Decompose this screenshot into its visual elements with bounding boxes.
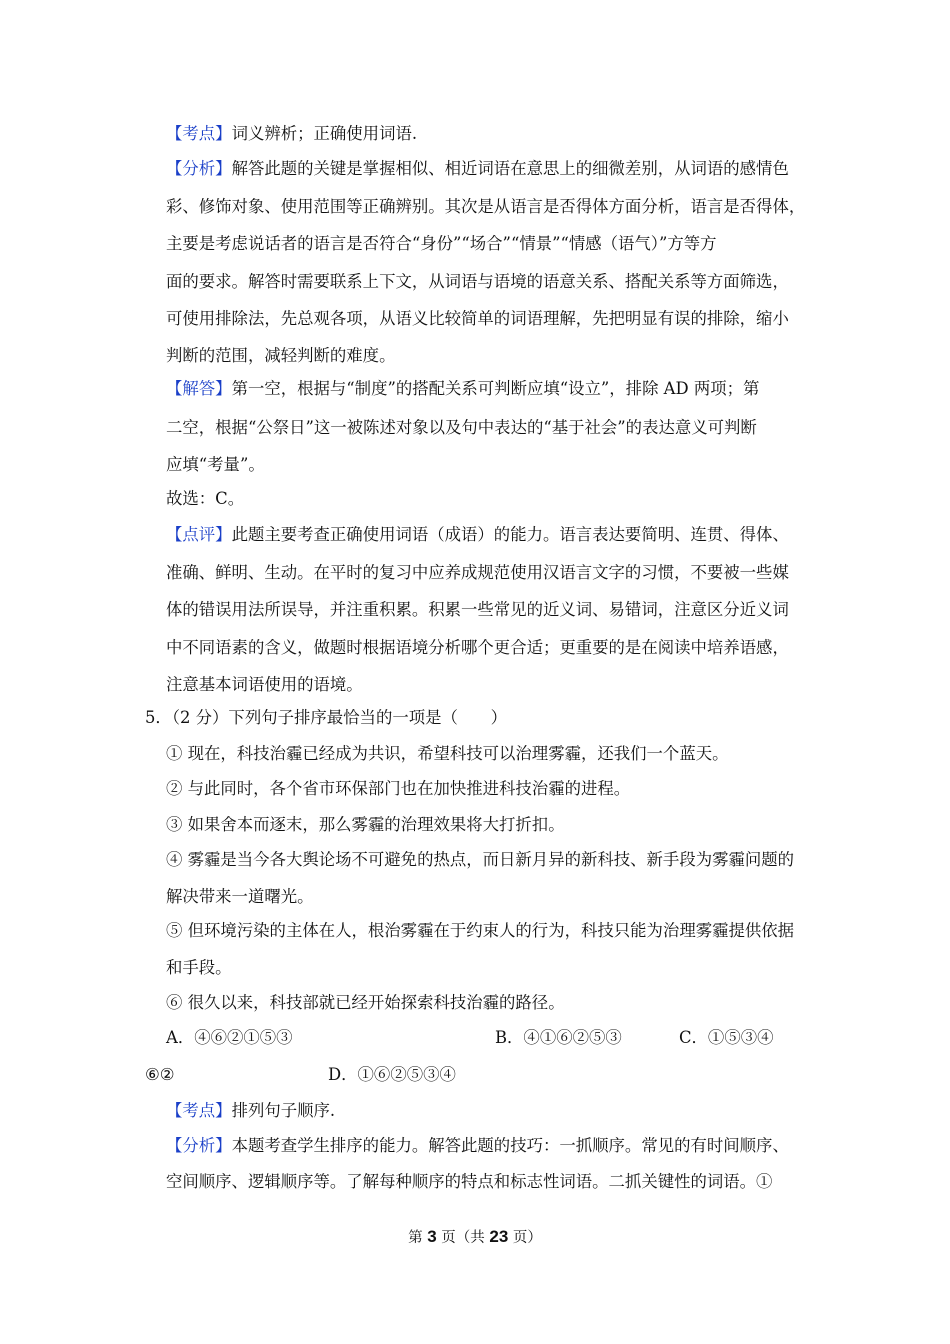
jieda-line	[166, 378, 759, 400]
kaodian-text: 词义辨析；正确使用词语.	[231, 124, 418, 143]
jieda-line: 二空，根据“公祭日”这一被陈述对象以及句中表达的“基于社会”的表达意义可判断	[166, 418, 757, 437]
sentence-line: 解决带来一道曙光。	[166, 887, 314, 906]
jieda-tag: 【解答】	[166, 379, 232, 398]
fenxi-line: 主要是考虑说话者的语言是否符合“身份”“场合”“情景”“情感（语气）”方等方	[166, 234, 717, 253]
option-d: D．①⑥②⑤③④	[328, 1065, 456, 1084]
fenxi-line: 面的要求。解答时需要联系上下文，从词语与语境的语意关系、搭配关系等方面筛选，	[166, 272, 789, 291]
sentence-line: ④ 雾霾是当今各大舆论场不可避免的热点，而日新月异的新科技、新手段为雾霾问题的	[166, 850, 795, 869]
option-c-continued: ⑥②	[145, 1065, 175, 1084]
kaodian-tag: 【考点】	[166, 1101, 232, 1120]
answer-line: 故选：C。	[166, 489, 245, 508]
dianping-line: 注意基本词语使用的语境。	[166, 675, 363, 694]
page-footer	[0, 1226, 950, 1247]
dianping-tag: 【点评】	[166, 525, 232, 544]
fenxi-tag: 【分析】	[166, 1136, 232, 1155]
footer-total-pages: 23	[489, 1227, 509, 1246]
dianping-line: 体的错误用法所误导，并注重积累。积累一些常见的近义词、易错词，注意区分近义词	[166, 600, 789, 619]
kaodian-text: 排列句子顺序.	[231, 1101, 336, 1120]
dianping-line	[166, 524, 789, 546]
kaodian-line	[166, 1100, 335, 1122]
footer-page-number: 3	[427, 1227, 437, 1246]
sentence-line: ① 现在，科技治霾已经成为共识，希望科技可以治理雾霾，还我们一个蓝天。	[166, 744, 729, 763]
sentence-line: 和手段。	[166, 958, 232, 977]
fenxi-text: 本题考查学生排序的能力。解答此题的技巧：一抓顺序。常见的有时间顺序、	[231, 1136, 789, 1155]
footer-suffix: 页）	[508, 1230, 542, 1246]
dianping-text: 此题主要考查正确使用词语（成语）的能力。语言表达要简明、连贯、得体、	[231, 525, 789, 544]
question-stem: 5．（2 分）下列句子排序最恰当的一项是（ ）	[145, 708, 508, 727]
sentence-line: ⑥ 很久以来，科技部就已经开始探索科技治霾的路径。	[166, 993, 565, 1012]
fenxi-line: 空间顺序、逻辑顺序等。了解每种顺序的特点和标志性词语。二抓关键性的词语。①	[166, 1172, 773, 1191]
fenxi-line: 彩、修饰对象、使用范围等正确辨别。其次是从语言是否得体方面分析，语言是否得体，	[166, 197, 806, 216]
footer-middle: 页（共	[436, 1230, 490, 1246]
footer-prefix: 第	[408, 1230, 428, 1246]
fenxi-line: 判断的范围，减轻判断的难度。	[166, 346, 396, 365]
sentence-line: ⑤ 但环境污染的主体在人，根治雾霾在于约束人的行为，科技只能为治理雾霾提供依据	[166, 921, 795, 940]
option-b: B．④①⑥②⑤③	[495, 1028, 622, 1047]
kaodian-tag: 【考点】	[166, 124, 232, 143]
fenxi-line: 可使用排除法，先总观各项，从语义比较简单的词语理解，先把明显有误的排除，缩小	[166, 309, 789, 328]
dianping-line: 准确、鲜明、生动。在平时的复习中应养成规范使用汉语言文字的习惯，不要被一些媒	[166, 563, 789, 582]
fenxi-line	[166, 1135, 789, 1157]
sentence-line: ② 与此同时，各个省市环保部门也在加快推进科技治霾的进程。	[166, 779, 631, 798]
sentence-line: ③ 如果舍本而逐末，那么雾霾的治理效果将大打折扣。	[166, 815, 565, 834]
kaodian-line	[166, 123, 417, 145]
option-c: C．①⑤③④	[679, 1028, 774, 1047]
fenxi-tag: 【分析】	[166, 159, 232, 178]
jieda-line: 应填“考量”。	[166, 455, 265, 474]
jieda-text: 第一空，根据与“制度”的搭配关系可判断应填“设立”，排除 AD 两项；第	[231, 379, 760, 398]
option-a: A．④⑥②①⑤③	[166, 1028, 293, 1047]
fenxi-line	[166, 158, 789, 180]
fenxi-text: 解答此题的关键是掌握相似、相近词语在意思上的细微差别，从词语的感情色	[231, 159, 789, 178]
dianping-line: 中不同语素的含义，做题时根据语境分析哪个更合适；更重要的是在阅读中培养语感，	[166, 638, 789, 657]
